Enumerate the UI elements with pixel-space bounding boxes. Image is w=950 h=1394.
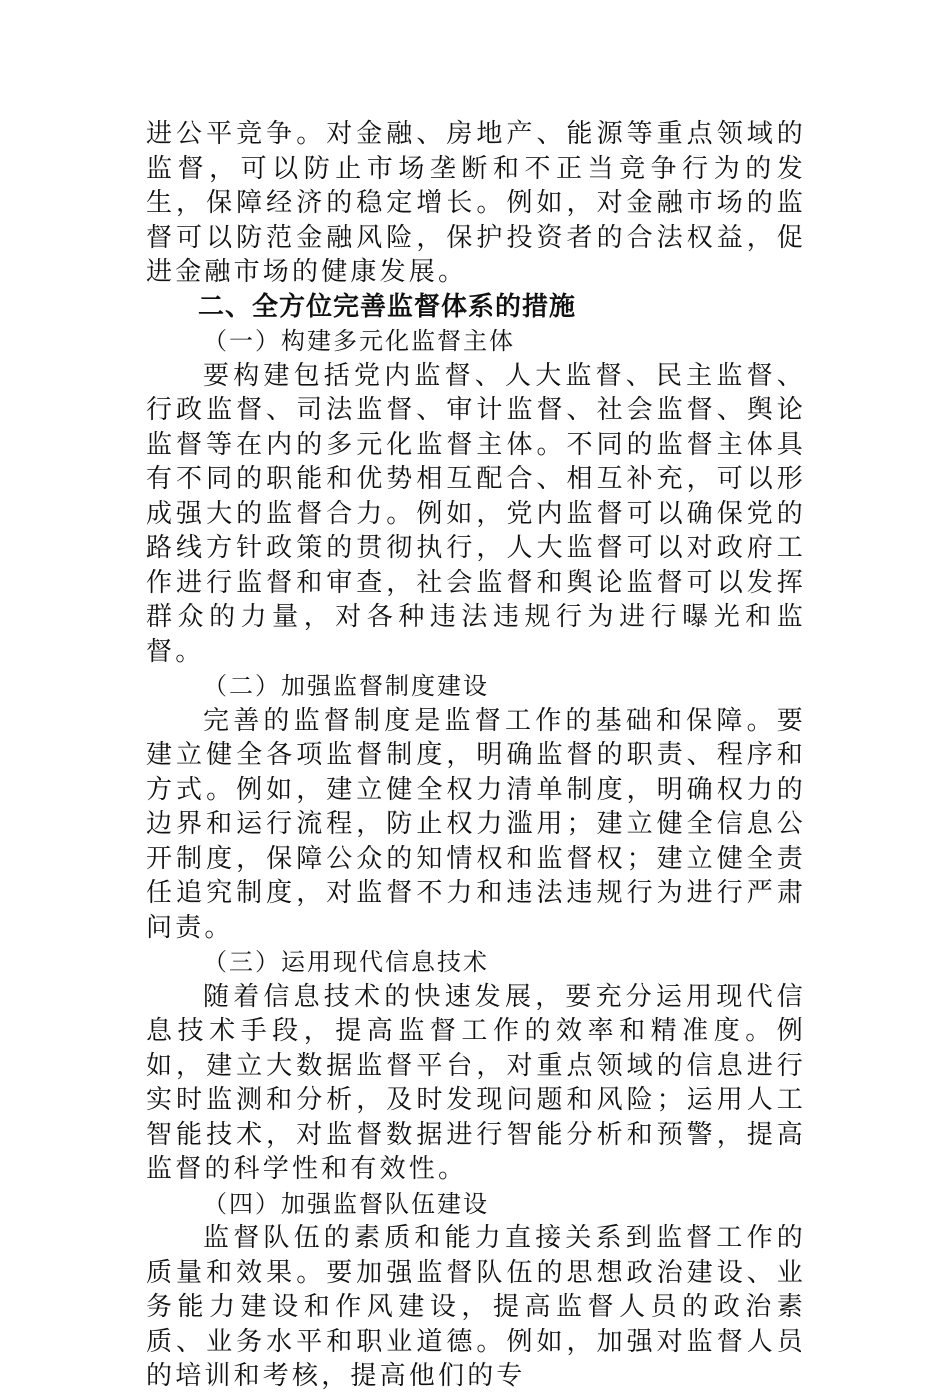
paragraph-diversified-subjects: 要构建包括党内监督、人大监督、民主监督、行政监督、司法监督、审计监督、社会监督、舆论监督等在内的多元化监督主体。不同的监督主体具有不同的职能和优势相互配合、相互补充，可以形成强大的监督合力。例如，党内监督可以确保党的路线方针政策的贯彻执行，人大监督可以对政府工作进行监督和审查，社会监督和舆论监督可以发挥群众的力量，对各种违法违规行为进行曝光和监督。 — [146, 360, 806, 667]
document-body — [146, 117, 806, 1394]
subheading-information-technology: （三）运用现代信息技术 — [203, 948, 489, 976]
paragraph-team-building: 监督队伍的素质和能力直接关系到监督工作的质量和效果。要加强监督队伍的思想政治建设、业务能力建设和作风建设，提高监督人员的政治素质、业务水平和职业道德。例如，加强对监督人员的培训和考核，提高他们的专 — [146, 1223, 806, 1391]
section-heading-measures: 二、全方位完善监督体系的措施 — [198, 291, 577, 322]
subheading-diversified-subjects: （一）构建多元化监督主体 — [203, 327, 515, 355]
subheading-team-building: （四）加强监督队伍建设 — [203, 1189, 489, 1218]
subheading-system-building: （二）加强监督制度建设 — [203, 672, 489, 700]
paragraph-fair-competition: 进公平竞争。对金融、房地产、能源等重点领域的监督，可以防止市场垄断和不正当竞争行为的发生，保障经济的稳定增长。例如，对金融市场的监督可以防范金融风险，保护投资者的合法权益，促进金融市场的健康发展。 — [146, 119, 806, 287]
paragraph-system-building: 完善的监督制度是监督工作的基础和保障。要建立健全各项监督制度，明确监督的职责、程序和方式。例如，建立健全权力清单制度，明确权力的边界和运行流程，防止权力滥用；建立健全信息公开制度，保障公众的知情权和监督权；建立健全责任追究制度，对监督不力和违法违规行为进行严肃问责。 — [146, 705, 806, 943]
paragraph-information-technology: 随着信息技术的快速发展，要充分运用现代信息技术手段，提高监督工作的效率和精准度。例如，建立大数据监督平台，对重点领域的信息进行实时监测和分析，及时发现问题和风险；运用人工智能技术，对监督数据进行智能分析和预警，提高监督的科学性和有效性。 — [146, 981, 806, 1184]
